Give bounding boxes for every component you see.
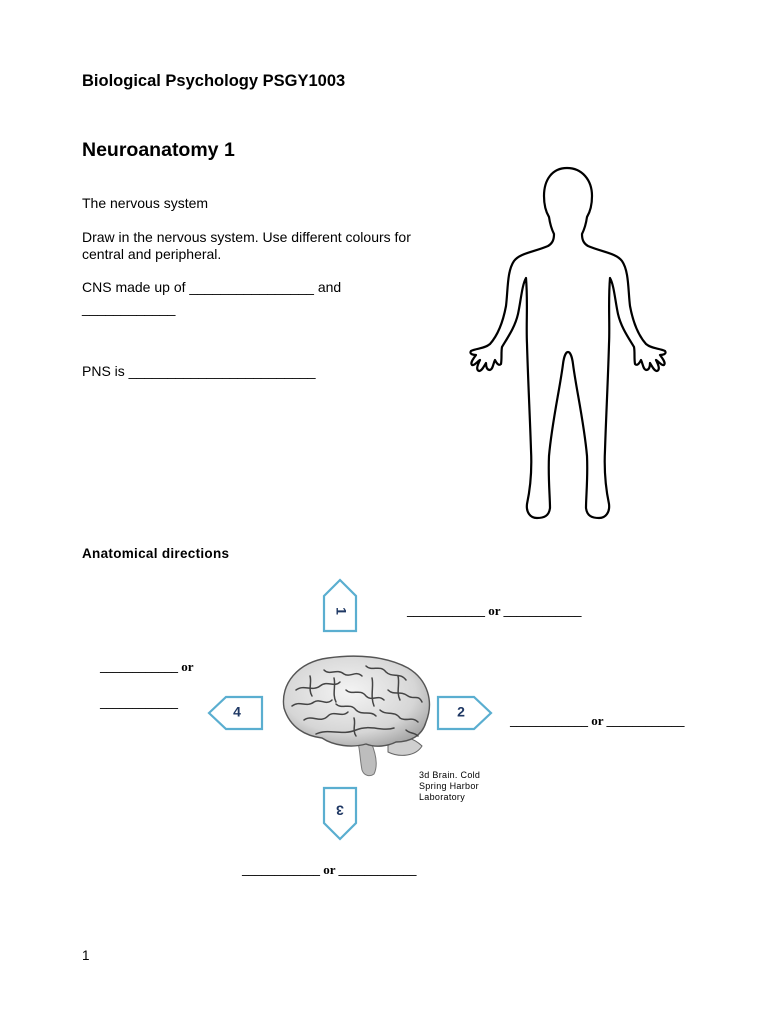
answer-blank-2: ____________ or ____________	[510, 713, 685, 728]
direction-arrow-1	[322, 578, 358, 634]
cns-question-line-1: CNS made up of ________________ and	[82, 279, 342, 295]
arrow-label-1: 1	[333, 607, 350, 615]
arrow-label-4: 4	[233, 703, 241, 720]
body-outline-image	[460, 160, 675, 530]
course-title: Biological Psychology PSGY1003	[82, 72, 346, 90]
arrow-label-2: 2	[457, 703, 465, 720]
cns-question-line-2: ____________	[82, 300, 176, 316]
pns-question: PNS is ________________________	[82, 363, 316, 379]
section-heading-anatomical-directions: Anatomical directions	[82, 546, 230, 561]
direction-arrow-4	[206, 695, 264, 731]
answer-blank-4-line-2: ____________	[100, 695, 178, 710]
arrow-label-3: 3	[336, 802, 344, 819]
answer-blank-3: ____________ or ____________	[242, 862, 417, 877]
answer-blank-1: ____________ or ____________	[407, 603, 582, 618]
direction-arrow-3	[322, 786, 358, 842]
direction-arrow-2	[436, 695, 494, 731]
instruction-line-1: Draw in the nervous system. Use different colours for	[82, 229, 411, 245]
instruction-line-2: central and peripheral.	[82, 246, 222, 262]
image-credit: 3d Brain. Cold Spring Harbor Laboratory	[419, 770, 481, 802]
page-number: 1	[82, 948, 90, 963]
page-title: Neuroanatomy 1	[82, 139, 235, 161]
answer-blank-4-line-1: ____________ or	[100, 659, 194, 674]
brain-image	[276, 650, 436, 778]
section-heading-nervous-system: The nervous system	[82, 195, 209, 211]
